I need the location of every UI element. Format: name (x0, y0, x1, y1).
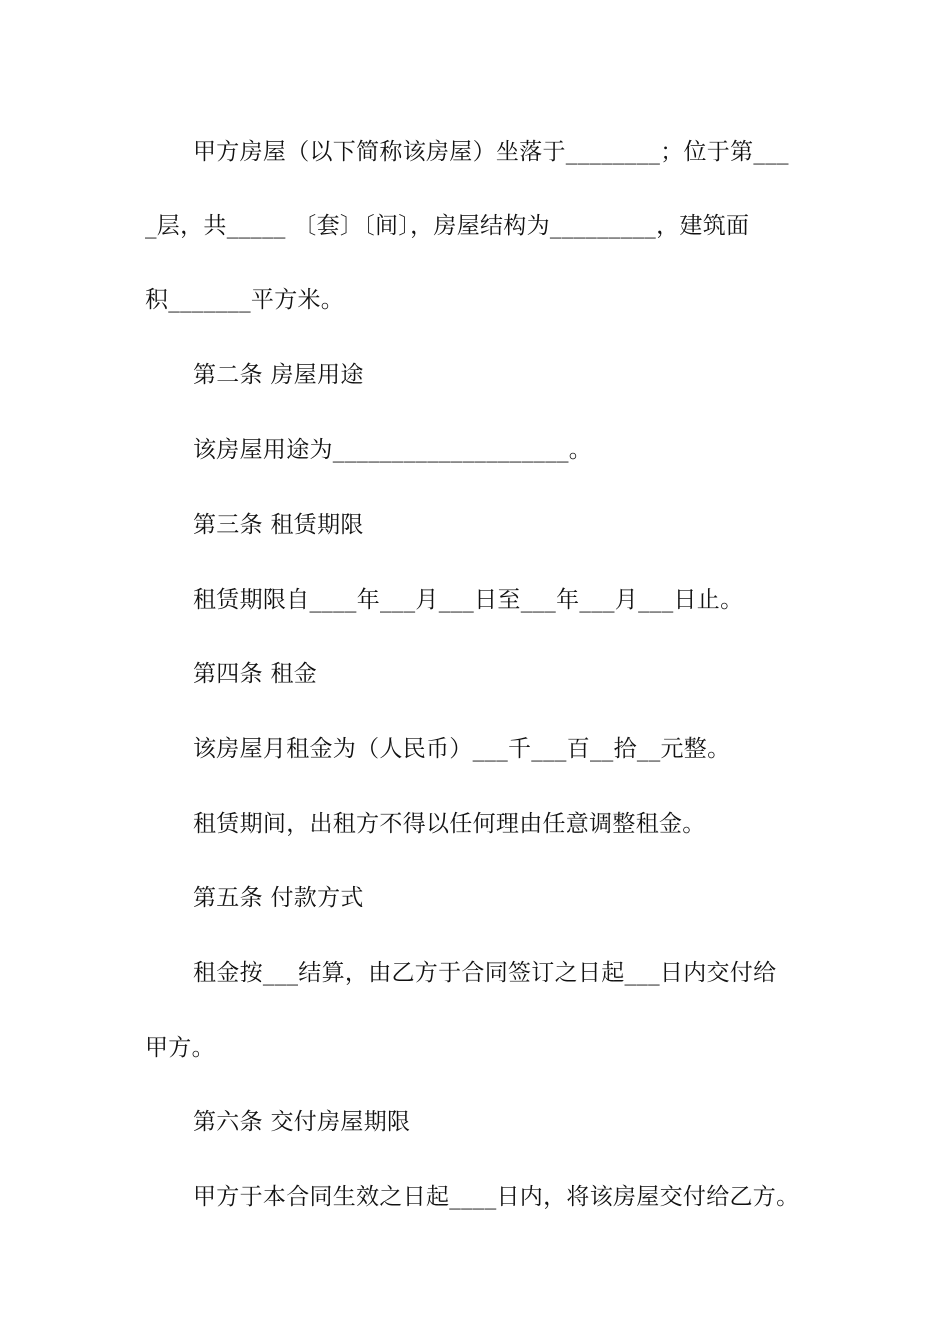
article-4-text-rent: 该房屋月租金为（人民币）___千___百__拾__元整。 (193, 736, 731, 762)
article-5-text-line-1: 租金按___结算，由乙方于合同签订之日起___日内交付给 (193, 960, 777, 986)
paragraph-location-line-3: 积_______平方米。 (145, 287, 345, 313)
article-4-text-no-adjust: 租赁期间，出租方不得以任何理由任意调整租金。 (193, 811, 706, 837)
article-5-text-line-2: 甲方。 (145, 1035, 215, 1061)
article-4-heading: 第四条 租金 (193, 661, 318, 687)
article-3-heading: 第三条 租赁期限 (193, 512, 364, 538)
article-2-text: 该房屋用途为____________________。 (193, 437, 593, 463)
article-3-text: 租赁期限自____年___月___日至___年___月___日止。 (193, 587, 744, 613)
article-5-heading: 第五条 付款方式 (193, 885, 364, 911)
article-6-text: 甲方于本合同生效之日起____日内，将该房屋交付给乙方。 (193, 1184, 800, 1210)
article-6-heading: 第六条 交付房屋期限 (193, 1109, 411, 1135)
paragraph-location-line-1: 甲方房屋（以下简称该房屋）坐落于________；位于第___ (193, 139, 789, 165)
paragraph-location-line-2: _层，共_____ 〔套〕〔间〕，房屋结构为_________，建筑面 (145, 213, 750, 239)
article-2-heading: 第二条 房屋用途 (193, 362, 364, 388)
